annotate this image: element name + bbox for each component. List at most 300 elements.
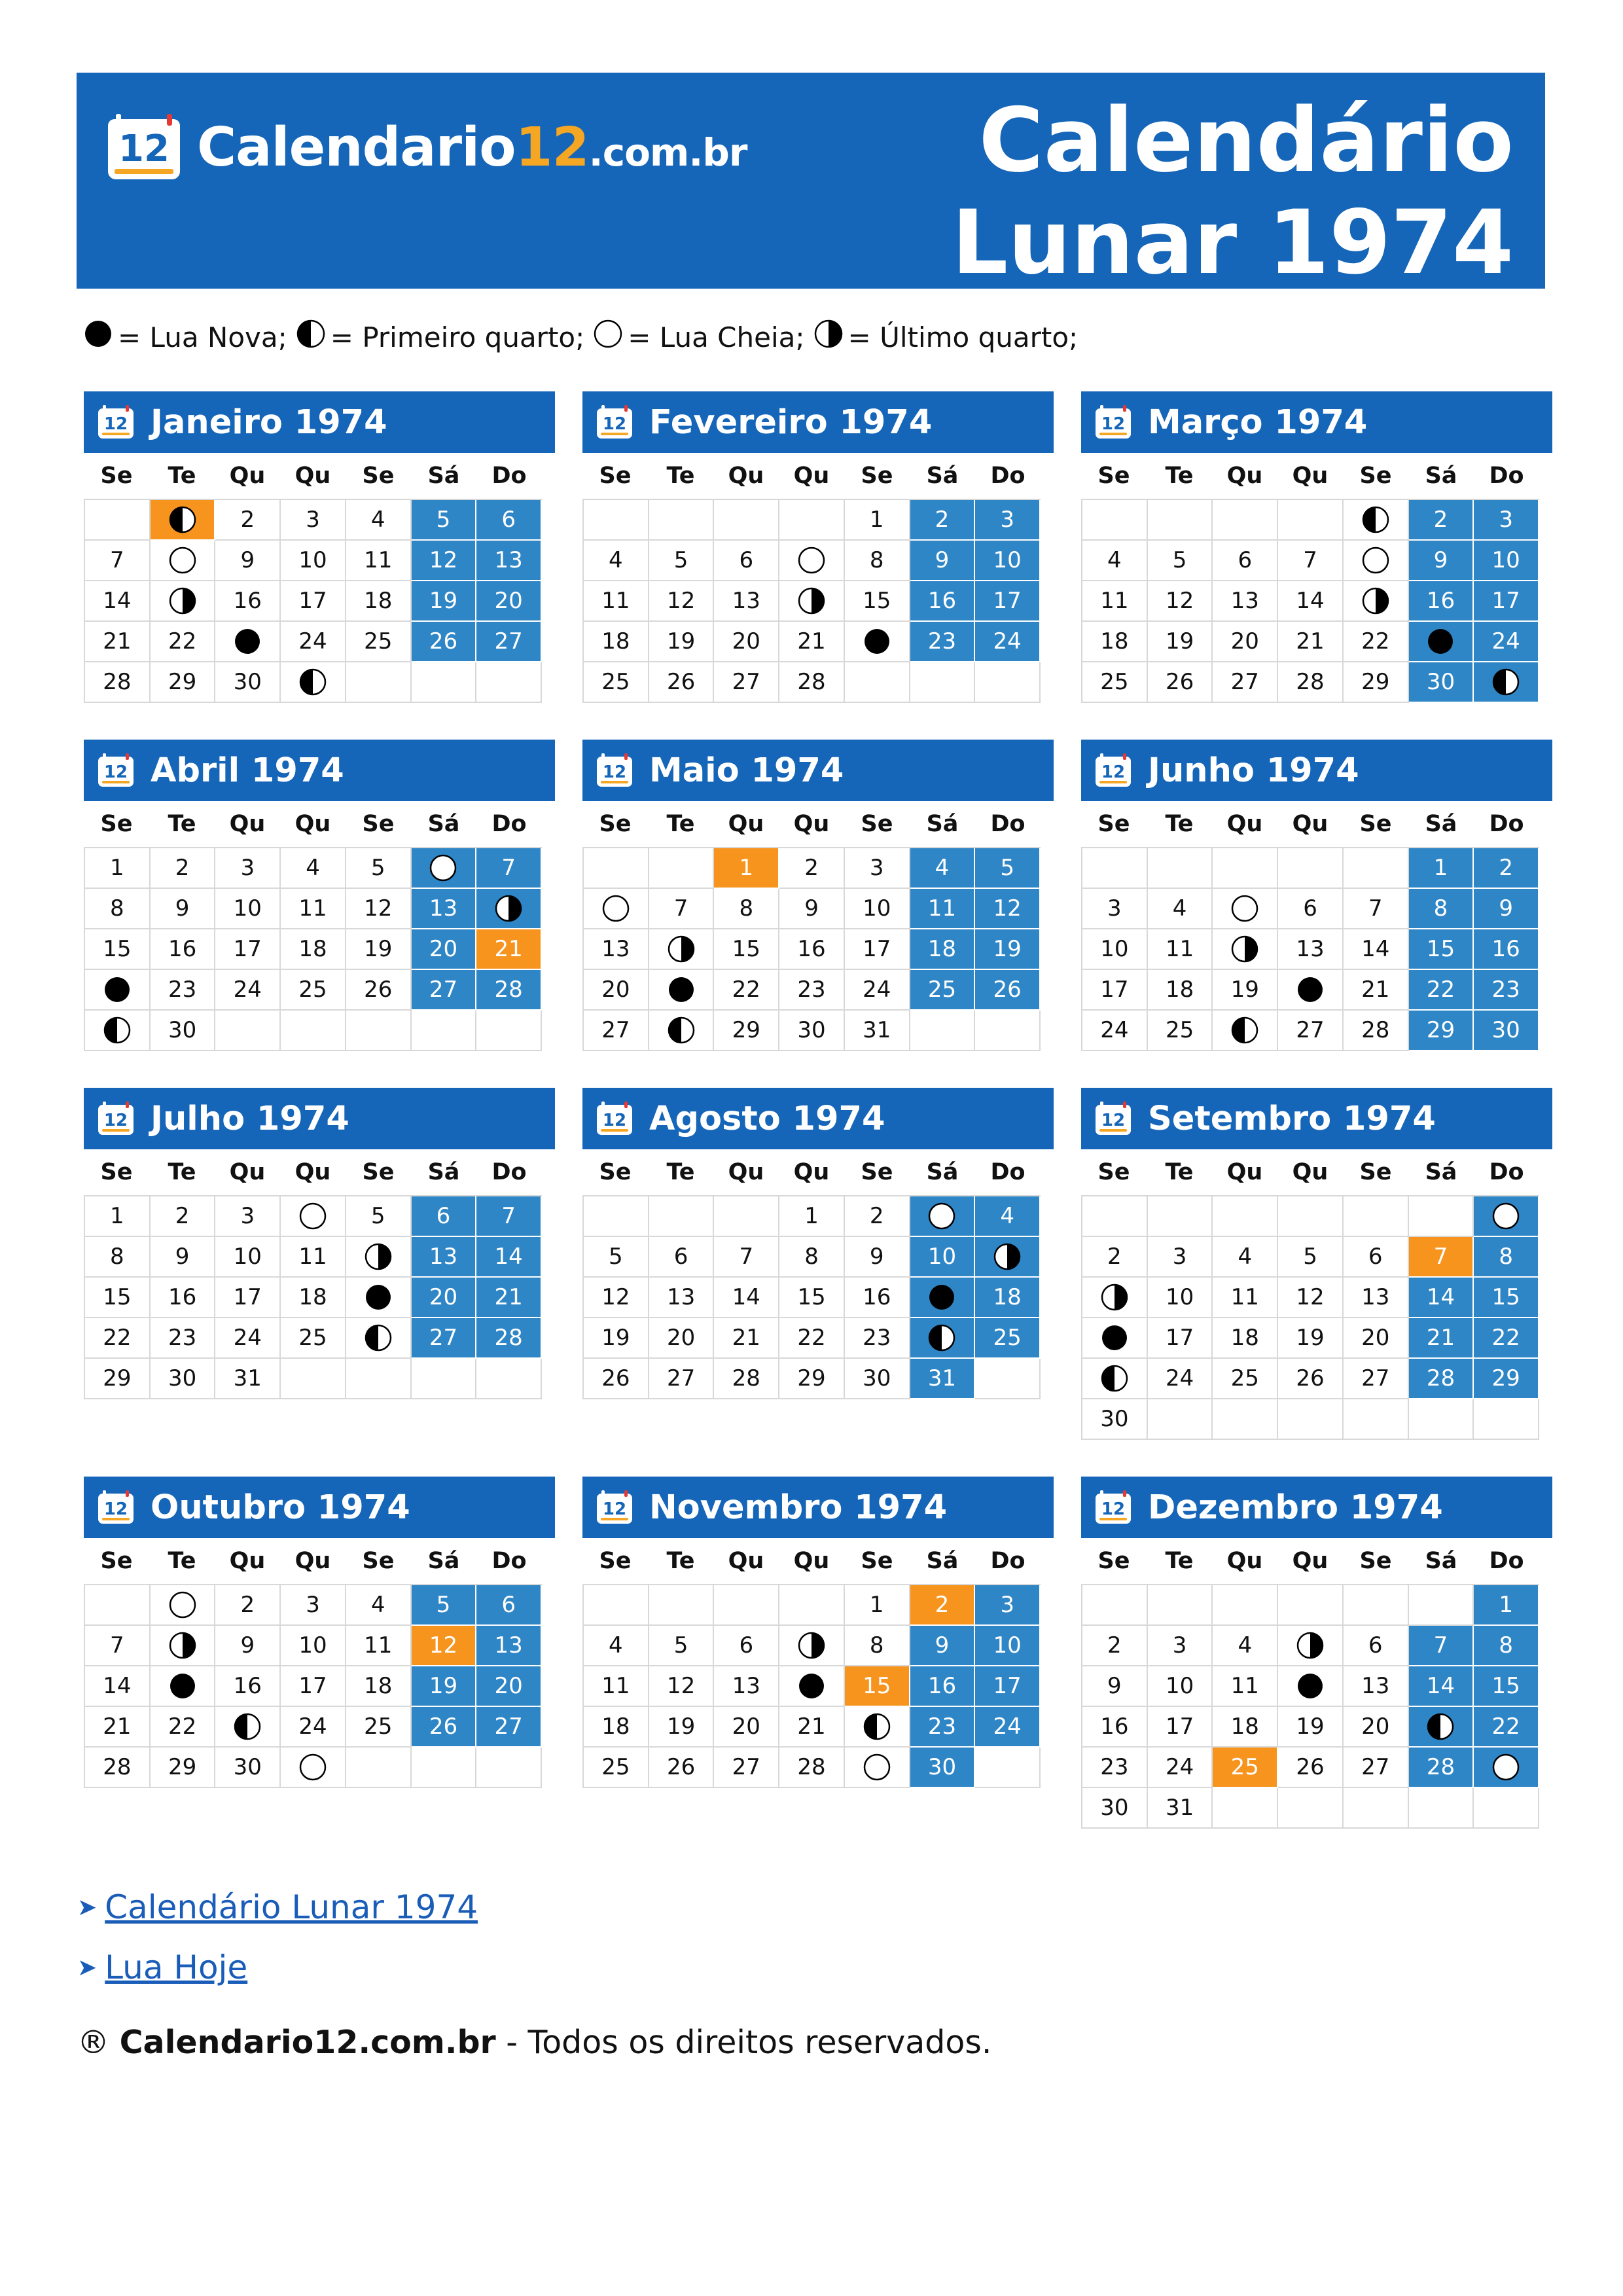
moon-new-icon (1296, 976, 1324, 1003)
week-row (85, 1196, 542, 1237)
day-cell: 4 (346, 1585, 412, 1626)
moon-full-icon (1492, 1202, 1520, 1230)
day-cell: 14 (476, 1237, 542, 1278)
svg-text:12: 12 (103, 1111, 128, 1130)
day-cell: 13 (1344, 1666, 1409, 1707)
day-cell: 22 (779, 1318, 845, 1359)
arrow-icon: ➤ (77, 1893, 98, 1921)
empty-cell (1213, 1788, 1278, 1829)
moon-full-icon (169, 547, 196, 574)
week-row (584, 848, 1041, 889)
moon-full-icon (299, 1202, 327, 1230)
empty-cell (649, 1585, 715, 1626)
day-cell: 21 (85, 1707, 151, 1748)
day-cell: 16 (151, 1278, 216, 1318)
empty-cell (975, 1359, 1041, 1399)
moon-last-icon (798, 1632, 825, 1659)
moon-last-icon (1231, 935, 1258, 963)
day-cell: 15 (1474, 1666, 1539, 1707)
empty-cell (281, 1359, 346, 1399)
weekday-label: Sá (926, 1548, 959, 1574)
empty-cell (1474, 1399, 1539, 1440)
title-line-1: Calendário (978, 89, 1514, 192)
month-title: Agosto 1974 (649, 1099, 885, 1138)
day-cell: 22 (1474, 1707, 1539, 1748)
week-row (85, 1237, 542, 1278)
empty-cell (412, 1359, 477, 1399)
weekday-label: Se (599, 1548, 632, 1574)
day-cell: 29 (85, 1359, 151, 1399)
weekday-label: Se (100, 811, 133, 837)
weekday-label: Se (1359, 1548, 1392, 1574)
week-row (85, 1278, 542, 1318)
day-cell: 28 (1409, 1748, 1474, 1788)
day-cell: 28 (1278, 662, 1344, 703)
day-cell: 2 (1082, 1237, 1148, 1278)
day-cell: 9 (779, 889, 845, 929)
day-cell-moon-full (779, 541, 845, 581)
day-cell: 18 (281, 929, 346, 970)
day-cell: 18 (584, 1707, 649, 1748)
day-cell: 15 (1474, 1278, 1539, 1318)
weekday-label: Qu (294, 811, 331, 837)
day-cell: 23 (1082, 1748, 1148, 1788)
moon-full-icon (602, 895, 630, 922)
day-cell: 12 (346, 889, 412, 929)
weekday-label: Qu (1292, 1159, 1329, 1185)
day-cell-moon-last (779, 581, 845, 622)
day-cell: 14 (1344, 929, 1409, 970)
day-cell: 17 (845, 929, 910, 970)
empty-cell (779, 1585, 845, 1626)
moon-new-icon (234, 628, 261, 655)
arrow-icon: ➤ (77, 1954, 98, 1981)
weekday-label: Se (362, 1548, 395, 1574)
day-cell: 27 (1344, 1748, 1409, 1788)
weekday-label: Do (990, 1548, 1026, 1574)
day-cell: 22 (151, 622, 216, 662)
legend-first-marker (296, 319, 325, 355)
moon-last-icon (1101, 1283, 1128, 1311)
week-row (1082, 1748, 1539, 1788)
day-cell: 4 (1213, 1626, 1278, 1666)
weekday-label: Qu (229, 463, 266, 489)
week-row (85, 970, 542, 1011)
day-cell-moon-full (412, 848, 477, 889)
calendar-icon (596, 1490, 633, 1525)
day-cell: 4 (975, 1196, 1041, 1237)
day-cell: 8 (85, 889, 151, 929)
weekday-label: Qu (294, 1159, 331, 1185)
related-links (77, 1877, 478, 1998)
moon-first-icon (1231, 1016, 1258, 1044)
empty-cell (346, 1748, 412, 1788)
moon-first-icon (1362, 506, 1389, 533)
day-cell-moon-first (85, 1011, 151, 1051)
day-cell: 6 (1213, 541, 1278, 581)
week-row (584, 1318, 1041, 1359)
week-row (1082, 1707, 1539, 1748)
week-row (1082, 848, 1539, 889)
day-cell: 16 (1474, 929, 1539, 970)
day-cell-moon-full (151, 541, 216, 581)
day-cell: 26 (412, 1707, 477, 1748)
week-row (85, 1666, 542, 1707)
day-cell: 5 (649, 541, 715, 581)
day-cell: 20 (649, 1318, 715, 1359)
link-calendario-lunar[interactable]: Calendário Lunar 1974 (105, 1888, 478, 1926)
day-cell: 25 (1082, 662, 1148, 703)
week-row (584, 1585, 1041, 1626)
day-cell-moon-last (1278, 1626, 1344, 1666)
calendar-icon (97, 404, 135, 440)
day-grid (582, 847, 1041, 1051)
day-cell: 11 (910, 889, 976, 929)
weekday-label: Qu (793, 463, 830, 489)
weekday-header (84, 453, 542, 499)
day-cell: 27 (412, 1318, 477, 1359)
day-cell: 10 (215, 1237, 281, 1278)
day-cell-moon-new (1278, 1666, 1344, 1707)
month-header (1081, 1477, 1552, 1538)
day-cell: 21 (779, 1707, 845, 1748)
day-cell: 21 (1278, 622, 1344, 662)
month-header (1081, 391, 1552, 453)
month-calendar (1081, 740, 1552, 1051)
day-cell-moon-first (1409, 1707, 1474, 1748)
day-cell: 25 (910, 970, 976, 1011)
day-cell: 4 (1148, 889, 1213, 929)
day-cell-moon-last (151, 581, 216, 622)
day-cell: 15 (845, 1666, 910, 1707)
empty-cell (1082, 1196, 1148, 1237)
day-cell: 17 (975, 1666, 1041, 1707)
month-calendar (582, 1477, 1054, 1788)
day-cell: 7 (1278, 541, 1344, 581)
day-cell: 26 (1278, 1359, 1344, 1399)
empty-cell (1148, 1196, 1213, 1237)
day-cell: 29 (714, 1011, 779, 1051)
weekday-label: Se (1097, 1548, 1130, 1574)
week-row (1082, 1359, 1539, 1399)
week-row (584, 1748, 1041, 1788)
weekday-label: Do (1489, 811, 1524, 837)
day-cell: 13 (714, 581, 779, 622)
site-name: Calendario12.com.br (197, 116, 747, 179)
weekday-label: Do (491, 463, 527, 489)
day-grid (84, 1584, 542, 1788)
day-cell: 10 (215, 889, 281, 929)
week-row (584, 889, 1041, 929)
day-cell: 13 (476, 541, 542, 581)
moon-first-icon (169, 506, 196, 533)
day-cell: 13 (1278, 929, 1344, 970)
day-cell: 28 (85, 1748, 151, 1788)
day-cell: 18 (1213, 1707, 1278, 1748)
moon-last-icon (1362, 587, 1389, 615)
week-row (1082, 1788, 1539, 1829)
day-cell: 3 (1148, 1626, 1213, 1666)
day-cell: 10 (281, 541, 346, 581)
day-cell-moon-full (1344, 541, 1409, 581)
day-cell: 30 (1082, 1788, 1148, 1829)
day-cell-moon-new (151, 1666, 216, 1707)
day-cell-moon-new (346, 1278, 412, 1318)
weekday-label: Se (1359, 463, 1392, 489)
day-cell: 22 (1344, 622, 1409, 662)
day-cell: 27 (649, 1359, 715, 1399)
day-cell: 28 (476, 1318, 542, 1359)
legend-new-label: = Lua Nova; (118, 321, 287, 353)
weekday-label: Qu (1292, 463, 1329, 489)
link-item (77, 1937, 478, 1998)
day-cell: 30 (1474, 1011, 1539, 1051)
day-cell: 12 (412, 1626, 477, 1666)
day-cell: 18 (975, 1278, 1041, 1318)
day-cell: 25 (1148, 1011, 1213, 1051)
empty-cell (1409, 1399, 1474, 1440)
day-cell: 13 (584, 929, 649, 970)
empty-cell (584, 500, 649, 541)
month-title: Outubro 1974 (151, 1488, 410, 1527)
moon-full-icon (928, 1202, 955, 1230)
day-cell: 7 (85, 1626, 151, 1666)
day-cell: 1 (85, 848, 151, 889)
week-row (584, 622, 1041, 662)
empty-cell (412, 1011, 477, 1051)
day-cell: 6 (412, 1196, 477, 1237)
week-row (584, 662, 1041, 703)
day-cell: 5 (649, 1626, 715, 1666)
day-cell: 5 (1148, 541, 1213, 581)
month-calendar (84, 740, 555, 1051)
day-cell: 30 (1082, 1399, 1148, 1440)
svg-text:12: 12 (103, 762, 128, 782)
day-cell: 18 (1148, 970, 1213, 1011)
day-cell: 27 (476, 622, 542, 662)
empty-cell (1409, 1788, 1474, 1829)
link-lua-hoje[interactable]: Lua Hoje (105, 1948, 248, 1986)
day-cell: 17 (215, 929, 281, 970)
weekday-label: Qu (793, 811, 830, 837)
weekday-label: Qu (728, 1548, 764, 1574)
month-title: Setembro 1974 (1148, 1099, 1436, 1138)
moon-new-icon (863, 628, 891, 655)
day-cell: 23 (151, 970, 216, 1011)
svg-text:12: 12 (103, 414, 128, 434)
day-cell: 3 (975, 500, 1041, 541)
week-row (584, 1626, 1041, 1666)
day-cell-moon-full (281, 1748, 346, 1788)
day-cell: 26 (975, 970, 1041, 1011)
moon-full-icon (299, 1753, 327, 1781)
moon-last-icon (668, 935, 695, 963)
calendar-icon (596, 404, 633, 440)
moon-new-icon (1101, 1324, 1128, 1352)
week-row (1082, 970, 1539, 1011)
day-cell: 26 (1278, 1748, 1344, 1788)
legend-first-label: = Primeiro quarto; (330, 321, 585, 353)
day-cell: 28 (714, 1359, 779, 1399)
day-cell: 9 (1409, 541, 1474, 581)
day-cell: 11 (1082, 581, 1148, 622)
weekday-label: Sá (926, 1159, 959, 1185)
day-cell: 23 (1474, 970, 1539, 1011)
weekday-label: Qu (1226, 1159, 1263, 1185)
empty-cell (975, 1011, 1041, 1051)
weekday-label: Sá (427, 811, 460, 837)
weekday-label: Te (666, 463, 695, 489)
week-row (584, 500, 1041, 541)
moon-last-icon (1296, 1632, 1324, 1659)
day-cell-moon-full (281, 1196, 346, 1237)
day-cell: 19 (649, 622, 715, 662)
day-cell: 29 (1409, 1011, 1474, 1051)
day-cell: 16 (151, 929, 216, 970)
day-cell: 11 (281, 1237, 346, 1278)
day-cell: 29 (779, 1359, 845, 1399)
month-calendar (582, 740, 1054, 1051)
day-cell: 30 (215, 662, 281, 703)
day-cell: 2 (151, 848, 216, 889)
day-cell: 21 (1344, 970, 1409, 1011)
day-cell: 24 (1474, 622, 1539, 662)
day-cell: 8 (1474, 1237, 1539, 1278)
day-cell: 28 (476, 970, 542, 1011)
calendar-icon (1094, 1490, 1132, 1525)
day-cell: 8 (714, 889, 779, 929)
week-row (1082, 1666, 1539, 1707)
day-cell: 16 (910, 1666, 976, 1707)
day-cell: 10 (281, 1626, 346, 1666)
day-cell: 15 (779, 1278, 845, 1318)
month-title: Fevereiro 1974 (649, 403, 933, 442)
day-cell: 29 (1474, 1359, 1539, 1399)
day-cell: 21 (714, 1318, 779, 1359)
day-cell-moon-full (845, 1748, 910, 1788)
day-cell: 20 (412, 1278, 477, 1318)
day-cell: 16 (779, 929, 845, 970)
day-cell: 11 (1213, 1666, 1278, 1707)
empty-cell (1213, 500, 1278, 541)
month-header (1081, 1088, 1552, 1149)
weekday-label: Se (861, 811, 893, 837)
day-grid (1081, 847, 1539, 1051)
day-cell: 7 (476, 848, 542, 889)
empty-cell (779, 500, 845, 541)
day-cell: 3 (1474, 500, 1539, 541)
day-cell: 17 (1474, 581, 1539, 622)
month-header (582, 1477, 1054, 1538)
day-cell-moon-new (910, 1278, 976, 1318)
day-grid (582, 499, 1041, 703)
empty-cell (910, 662, 976, 703)
day-cell: 31 (1148, 1788, 1213, 1829)
day-cell: 25 (1213, 1748, 1278, 1788)
page-header (77, 73, 1545, 294)
day-cell: 6 (714, 1626, 779, 1666)
empty-cell (1082, 500, 1148, 541)
empty-cell (1148, 1585, 1213, 1626)
page-title (952, 90, 1514, 294)
day-cell: 9 (151, 1237, 216, 1278)
day-cell: 3 (281, 1585, 346, 1626)
day-cell: 6 (714, 541, 779, 581)
moon-last-icon (798, 587, 825, 615)
empty-cell (714, 1585, 779, 1626)
day-cell: 29 (151, 1748, 216, 1788)
moon-last-icon (495, 895, 522, 922)
day-cell: 30 (1409, 662, 1474, 703)
day-cell-moon-first (1082, 1359, 1148, 1399)
day-cell: 18 (584, 622, 649, 662)
weekday-label: Te (666, 1159, 695, 1185)
day-cell-moon-first (215, 1707, 281, 1748)
month-title: Abril 1974 (151, 751, 344, 790)
day-cell: 22 (1409, 970, 1474, 1011)
weekday-label: Qu (1226, 1548, 1263, 1574)
day-cell: 7 (714, 1237, 779, 1278)
day-cell: 17 (1082, 970, 1148, 1011)
day-cell: 15 (845, 581, 910, 622)
month-calendar (84, 1477, 555, 1788)
month-calendar (1081, 1088, 1552, 1440)
day-cell: 10 (1148, 1278, 1213, 1318)
month-header (1081, 740, 1552, 801)
legend-full-marker (594, 319, 622, 355)
day-cell: 10 (910, 1237, 976, 1278)
empty-cell (1213, 1585, 1278, 1626)
day-cell: 30 (779, 1011, 845, 1051)
week-row (1082, 1399, 1539, 1440)
day-cell: 22 (85, 1318, 151, 1359)
empty-cell (584, 1585, 649, 1626)
empty-cell (215, 1011, 281, 1051)
day-cell: 20 (714, 622, 779, 662)
day-grid (84, 1195, 542, 1399)
weekday-label: Se (1359, 1159, 1392, 1185)
weekday-label: Sá (926, 811, 959, 837)
empty-cell (85, 500, 151, 541)
svg-text:12: 12 (602, 762, 627, 782)
empty-cell (975, 1748, 1041, 1788)
day-grid (1081, 1195, 1539, 1440)
empty-cell (346, 662, 412, 703)
day-cell: 11 (346, 541, 412, 581)
day-cell: 9 (151, 889, 216, 929)
day-cell: 1 (845, 500, 910, 541)
site-logo[interactable] (105, 108, 747, 187)
weekday-label: Qu (294, 463, 331, 489)
week-row (85, 622, 542, 662)
week-row (584, 1278, 1041, 1318)
day-cell-moon-new (1409, 622, 1474, 662)
day-cell: 8 (845, 541, 910, 581)
month-header (582, 391, 1054, 453)
day-cell: 10 (975, 1626, 1041, 1666)
day-cell: 12 (649, 581, 715, 622)
week-row (85, 848, 542, 889)
title-line-2: Lunar 1974 (952, 191, 1514, 294)
day-cell: 7 (1409, 1237, 1474, 1278)
day-cell: 8 (1409, 889, 1474, 929)
day-cell-moon-first (346, 1318, 412, 1359)
moon-last-icon (993, 1243, 1021, 1270)
week-row (1082, 622, 1539, 662)
week-row (85, 662, 542, 703)
day-cell-moon-last (346, 1237, 412, 1278)
week-row (584, 970, 1041, 1011)
